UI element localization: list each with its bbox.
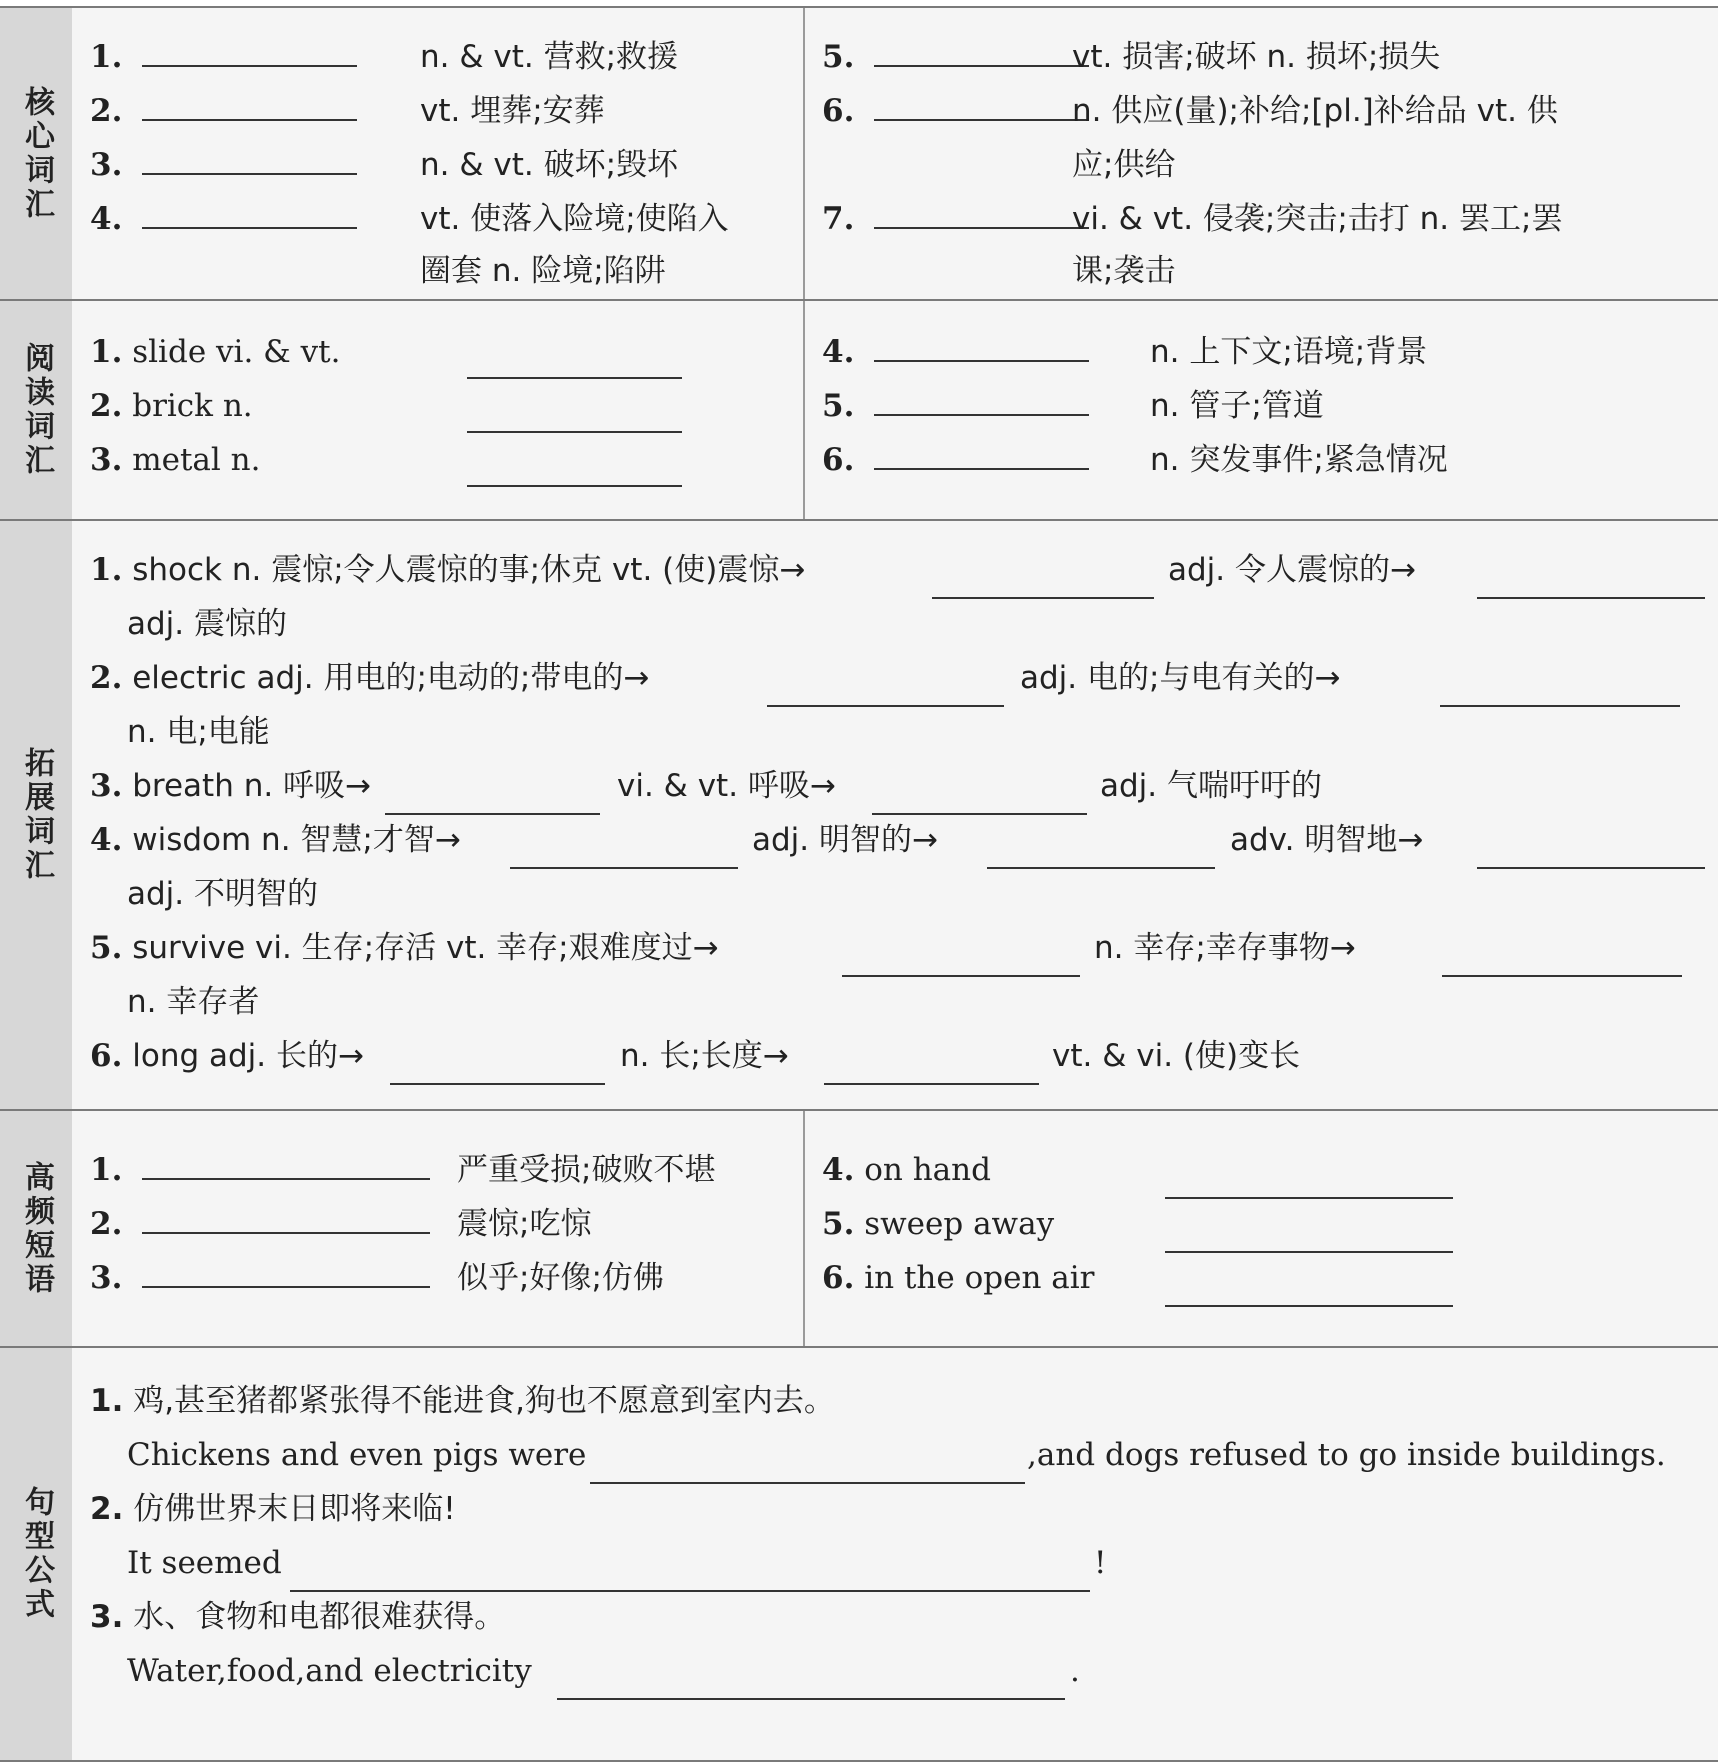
derivation-label: n. 幸存;幸存事物→ <box>1094 930 1356 966</box>
list-item <box>822 192 1089 246</box>
derivation-label: adj. 明智的→ <box>752 822 938 858</box>
item-number: 3. <box>90 1260 123 1296</box>
item-number: 4. <box>822 1152 855 1188</box>
english-sentence-start: Chickens and even pigs were <box>127 1437 587 1473</box>
list-item <box>90 651 649 705</box>
answer-blank[interactable] <box>872 783 1087 815</box>
section-title: 核心词汇 <box>19 85 54 222</box>
word: brick n. <box>132 388 253 424</box>
list-item <box>90 543 805 597</box>
definition: n. 上下文;语境;背景 <box>1150 334 1428 370</box>
section-content <box>72 301 1718 519</box>
definition: vt. 使落入险境;使陷入 <box>420 201 729 237</box>
list-item <box>90 1143 430 1197</box>
derivation-label: adv. 明智地→ <box>1230 822 1424 858</box>
item-number: 6. <box>822 93 855 129</box>
derivation-label: adj. 不明智的 <box>127 876 318 912</box>
list-item <box>90 1029 364 1083</box>
answer-blank[interactable] <box>1477 567 1705 599</box>
list-item <box>90 433 261 487</box>
section-content <box>72 8 1718 299</box>
answer-blank[interactable] <box>987 837 1215 869</box>
answer-blank[interactable] <box>1165 1167 1453 1199</box>
answer-blank[interactable] <box>510 837 738 869</box>
definition: n. 突发事件;紧急情况 <box>1150 442 1448 478</box>
section-label <box>0 521 74 1109</box>
section-label <box>0 1111 74 1346</box>
answer-blank[interactable] <box>874 35 1089 67</box>
list-item <box>822 30 1089 84</box>
list-item <box>90 1590 505 1644</box>
derivation-label: adj. 电的;与电有关的→ <box>1020 660 1341 696</box>
answer-blank[interactable] <box>467 455 682 487</box>
item-number: 5. <box>822 1206 855 1242</box>
item-number: 2. <box>90 388 123 424</box>
answer-blank[interactable] <box>932 567 1154 599</box>
chinese-sentence: 水、食物和电都很难获得。 <box>133 1599 506 1635</box>
list-item <box>822 84 1089 138</box>
item-number: 5. <box>90 930 123 966</box>
definition: vt. 损害;破坏 n. 损坏;损失 <box>1072 39 1441 75</box>
item-number: 4. <box>90 822 123 858</box>
definition-continued: 应;供给 <box>1072 147 1176 183</box>
answer-blank[interactable] <box>142 89 357 121</box>
definition: 严重受损;破败不堪 <box>457 1152 716 1188</box>
section-title: 拓展词汇 <box>19 747 54 883</box>
column-divider <box>803 1111 805 1346</box>
derivation-label: adj. 震惊的 <box>127 606 287 642</box>
item-number: 2. <box>90 1491 124 1527</box>
answer-blank[interactable] <box>142 143 357 175</box>
definition: vi. & vt. 侵袭;突击;击打 n. 罢工;罢 <box>1072 201 1563 237</box>
answer-blank[interactable] <box>557 1668 1065 1700</box>
answer-blank[interactable] <box>1442 945 1682 977</box>
list-item <box>822 1251 1094 1305</box>
english-sentence-end: ! <box>1094 1545 1107 1581</box>
english-sentence-end: ,and dogs refused to go inside buildings. <box>1027 1437 1666 1473</box>
section-content <box>72 1348 1718 1760</box>
worksheet <box>0 6 1723 1762</box>
expand-vocab-section <box>0 519 1718 1109</box>
phrase: sweep away <box>864 1206 1055 1242</box>
answer-blank[interactable] <box>874 330 1089 362</box>
answer-blank[interactable] <box>142 35 357 67</box>
answer-blank[interactable] <box>385 783 600 815</box>
column-divider <box>803 8 805 299</box>
answer-blank[interactable] <box>767 675 1004 707</box>
list-item <box>90 1251 430 1305</box>
item-number: 3. <box>90 147 123 183</box>
list-item <box>822 379 1089 433</box>
answer-blank[interactable] <box>874 384 1089 416</box>
list-item <box>90 1374 835 1428</box>
derivation-label: adj. 气喘吁吁的 <box>1100 768 1322 804</box>
list-item <box>90 813 461 867</box>
answer-blank[interactable] <box>1165 1275 1453 1307</box>
item-number: 1. <box>90 552 123 588</box>
answer-blank[interactable] <box>874 438 1089 470</box>
answer-blank[interactable] <box>1165 1221 1453 1253</box>
word-entry: long adj. 长的→ <box>132 1038 364 1074</box>
core-vocab-section <box>0 6 1718 299</box>
list-item <box>90 138 357 192</box>
definition: vt. 埋葬;安葬 <box>420 93 605 129</box>
definition: 似乎;好像;仿佛 <box>457 1260 664 1296</box>
item-number: 2. <box>90 660 123 696</box>
section-label <box>0 301 74 519</box>
reading-vocab-section <box>0 299 1718 519</box>
item-number: 1. <box>90 39 123 75</box>
list-item <box>90 84 357 138</box>
answer-blank[interactable] <box>1477 837 1705 869</box>
item-number: 3. <box>90 442 123 478</box>
section-label <box>0 8 74 299</box>
derivation-label: n. 电;电能 <box>127 714 270 750</box>
list-item <box>90 759 371 813</box>
list-item <box>90 921 719 975</box>
item-number: 3. <box>90 768 123 804</box>
item-number: 4. <box>822 334 855 370</box>
list-item <box>90 1482 456 1536</box>
answer-blank[interactable] <box>290 1560 1090 1592</box>
answer-blank[interactable] <box>842 945 1080 977</box>
answer-blank[interactable] <box>824 1053 1039 1085</box>
phrase: in the open air <box>864 1260 1095 1296</box>
list-item <box>90 379 253 433</box>
item-number: 5. <box>822 388 855 424</box>
word: slide vi. & vt. <box>132 334 341 370</box>
derivation-label: vi. & vt. 呼吸→ <box>617 768 836 804</box>
list-item <box>822 325 1089 379</box>
answer-blank[interactable] <box>467 401 682 433</box>
phrases-section <box>0 1109 1718 1346</box>
derivation-label: n. 长;长度→ <box>620 1038 789 1074</box>
item-number: 3. <box>90 1599 124 1635</box>
section-content <box>72 521 1718 1109</box>
word-entry: shock n. 震惊;令人震惊的事;休克 vt. (使)震惊→ <box>132 552 806 588</box>
english-sentence-end: . <box>1070 1653 1080 1689</box>
answer-blank[interactable] <box>390 1053 605 1085</box>
word-entry: survive vi. 生存;存活 vt. 幸存;艰难度过→ <box>132 930 719 966</box>
answer-blank[interactable] <box>142 1256 430 1288</box>
answer-blank[interactable] <box>874 197 1089 229</box>
definition: n. & vt. 破坏;毁坏 <box>420 147 679 183</box>
item-number: 2. <box>90 93 123 129</box>
phrase: on hand <box>864 1152 991 1188</box>
list-item <box>90 30 357 84</box>
derivation-label: vt. & vi. (使)变长 <box>1052 1038 1301 1074</box>
section-title: 高频短语 <box>19 1160 54 1297</box>
item-number: 6. <box>822 442 855 478</box>
list-item <box>90 1197 430 1251</box>
section-title: 句型公式 <box>19 1486 54 1622</box>
answer-blank[interactable] <box>1440 675 1680 707</box>
derivation-label: n. 幸存者 <box>127 984 260 1020</box>
item-number: 1. <box>90 1152 123 1188</box>
section-title: 阅读词汇 <box>19 342 54 478</box>
section-content <box>72 1111 1718 1346</box>
item-number: 5. <box>822 39 855 75</box>
definition: n. & vt. 营救;救援 <box>420 39 679 75</box>
answer-blank[interactable] <box>142 1202 430 1234</box>
derivation-label: adj. 令人震惊的→ <box>1168 552 1416 588</box>
english-sentence-start: Water,food,and electricity <box>127 1653 532 1689</box>
list-item <box>822 1143 991 1197</box>
answer-blank[interactable] <box>142 1148 430 1180</box>
definition: n. 管子;管道 <box>1150 388 1324 424</box>
word-entry: wisdom n. 智慧;才智→ <box>132 822 461 858</box>
word-entry: breath n. 呼吸→ <box>132 768 372 804</box>
answer-blank[interactable] <box>590 1452 1025 1484</box>
column-divider <box>803 301 805 519</box>
list-item <box>90 192 357 246</box>
chinese-sentence: 仿佛世界末日即将来临! <box>133 1491 456 1527</box>
chinese-sentence: 鸡,甚至猪都紧张得不能进食,狗也不愿意到室内去。 <box>133 1383 835 1419</box>
definition: n. 供应(量);补给;[pl.]补给品 vt. 供 <box>1072 93 1558 129</box>
word-entry: electric adj. 用电的;电动的;带电的→ <box>132 660 650 696</box>
item-number: 6. <box>822 1260 855 1296</box>
item-number: 6. <box>90 1038 123 1074</box>
item-number: 1. <box>90 1383 124 1419</box>
list-item <box>822 433 1089 487</box>
item-number: 7. <box>822 201 855 237</box>
sentence-patterns-section <box>0 1346 1718 1762</box>
definition-continued: 圈套 n. 险境;陷阱 <box>420 253 666 289</box>
answer-blank[interactable] <box>142 197 357 229</box>
definition: 震惊;吃惊 <box>457 1206 592 1242</box>
english-sentence-start: It seemed <box>127 1545 282 1581</box>
word: metal n. <box>132 442 261 478</box>
list-item <box>90 325 340 379</box>
list-item <box>822 1197 1054 1251</box>
section-label <box>0 1348 74 1760</box>
answer-blank[interactable] <box>467 347 682 379</box>
definition-continued: 课;袭击 <box>1072 253 1176 289</box>
item-number: 2. <box>90 1206 123 1242</box>
answer-blank[interactable] <box>874 89 1089 121</box>
item-number: 4. <box>90 201 123 237</box>
item-number: 1. <box>90 334 123 370</box>
